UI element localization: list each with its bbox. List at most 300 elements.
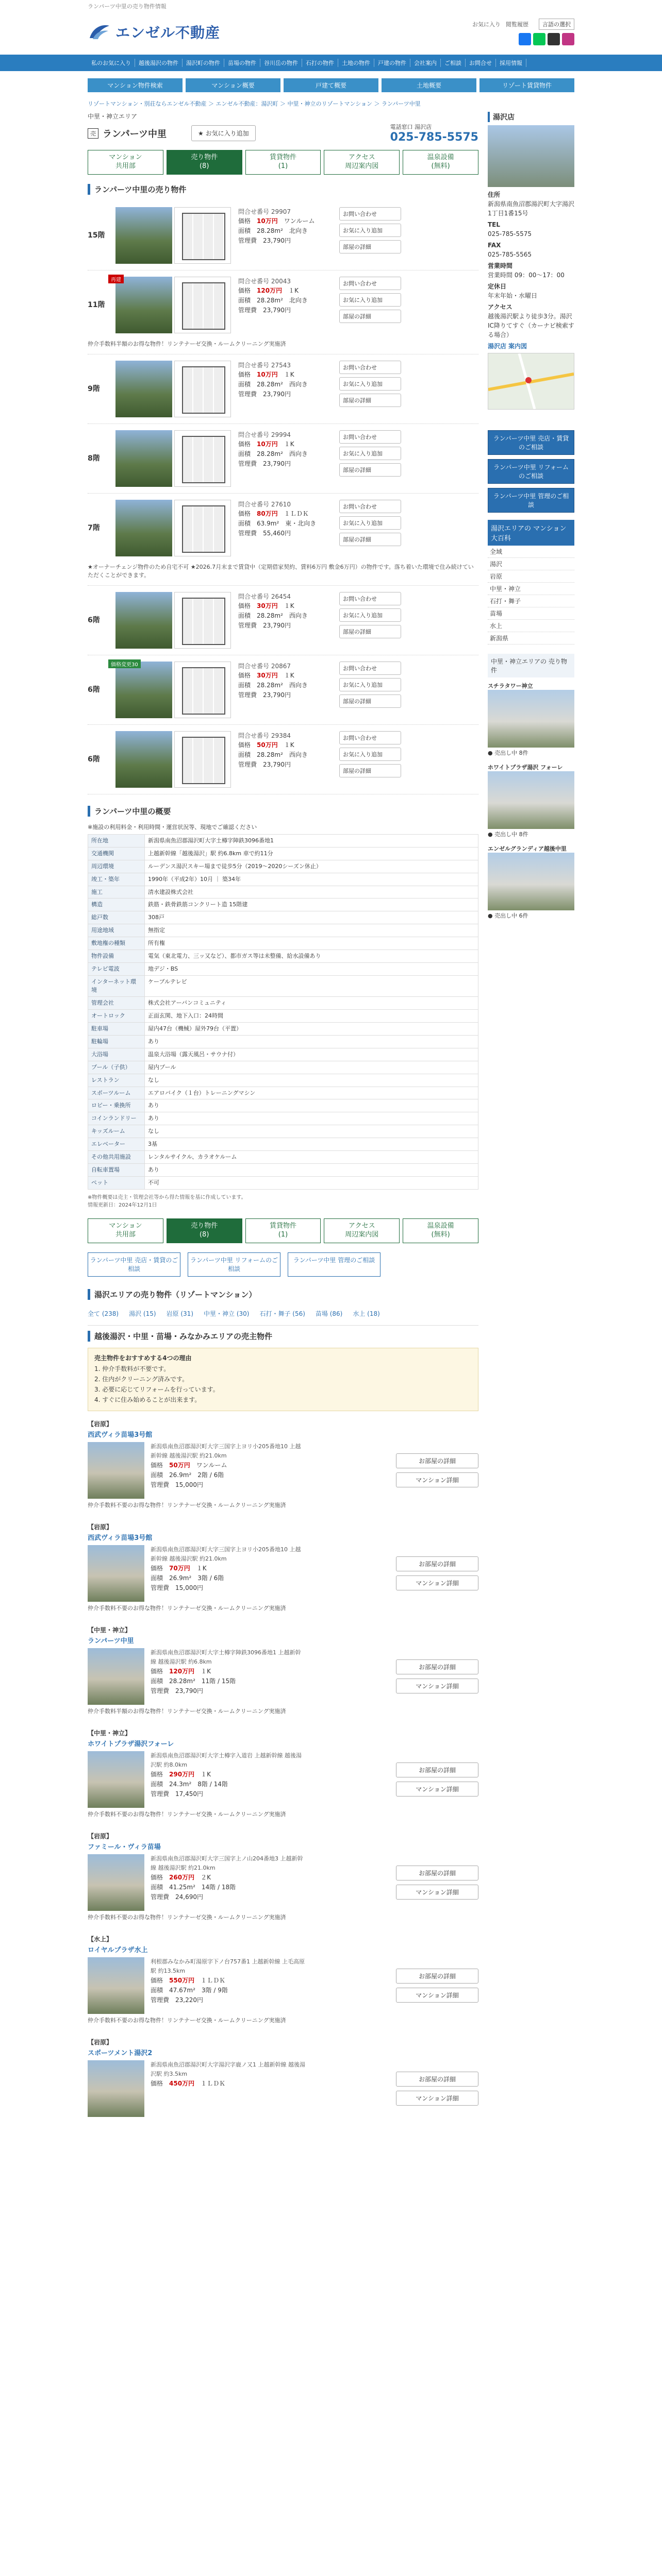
floorplan-image[interactable] (174, 592, 231, 649)
category-tab[interactable]: マンション概要 (186, 78, 280, 92)
nearby-heading: 越後湯沢・中里・苗場・みなかみエリアの売主物件 (88, 1331, 478, 1342)
angel-wing-icon (88, 23, 111, 41)
price-label: 価格 (151, 1667, 163, 1675)
brand-logo[interactable] (88, 22, 220, 42)
listing-direction: 東・北向き (285, 519, 317, 527)
listing-photos[interactable] (115, 731, 231, 788)
floorplan-image[interactable] (174, 662, 231, 718)
listing-actions (339, 277, 401, 323)
ext-buttons (396, 2060, 478, 2117)
ext-address: 新潟県南魚沼郡湯沢町大字湯沢字鹿ノ又1 上越新幹線 越後湯沢駅 約3.5km (151, 2061, 305, 2077)
mansion-detail-button[interactable]: マンション詳細 (396, 1679, 478, 1693)
ext-area: 41.25m² (169, 1883, 195, 1891)
area-encyclopedia-item[interactable]: 中里・神立 (488, 583, 574, 595)
holiday-value: 年末年始・水曜日 (488, 292, 538, 299)
ext-price: 450万円 (169, 2079, 195, 2087)
price-row (238, 286, 335, 296)
price-row (238, 439, 335, 449)
floorplan-image[interactable] (174, 430, 231, 487)
side-card-title: エンゼルグランディア越後中里 (488, 845, 567, 852)
listing-direction: 西向き (289, 380, 308, 388)
overview-row (88, 1048, 478, 1061)
tab-line2: 周辺案内図 (345, 162, 379, 170)
line-icon[interactable] (533, 33, 545, 45)
ext-area-tag: 【岩原】 (88, 1420, 113, 1428)
overview-intro: ※施設の利用料金・利用時間・運営状況等、現地でご確認ください (88, 823, 257, 831)
ext-price-row (151, 1667, 305, 1676)
side-card-photo (488, 853, 574, 910)
overview-key: オートロック (88, 1009, 145, 1022)
tab-line1: 温泉設備 (427, 1222, 454, 1230)
listing-ribbon: 価格変更30 (108, 659, 141, 668)
room-detail-button[interactable]: お部屋の詳細 (396, 1659, 478, 1674)
listing-floor: 6階 (88, 755, 100, 764)
inquiry-button[interactable]: お問い合わせ (339, 592, 401, 605)
page-title: ランパーツ中里 (103, 128, 167, 140)
tab-line2: (8) (199, 1230, 209, 1239)
ext-photo[interactable] (88, 1442, 144, 1499)
area-label: 面積 (151, 1677, 163, 1685)
tab-line2: 周辺案内図 (345, 1230, 379, 1239)
ext-name[interactable]: ロイヤルプラザ水上 (88, 1946, 148, 1955)
inquiry-number: 問合せ番号 27543 (238, 361, 291, 369)
area-link[interactable]: 岩原 (31) (166, 1310, 193, 1318)
ext-price: 260万円 (169, 1873, 195, 1881)
tab-for-sale[interactable] (167, 1218, 242, 1243)
listing-area: 28.28m² (257, 296, 283, 304)
listing-row (88, 354, 478, 424)
history-link[interactable]: 閲覧履歴 (506, 21, 528, 28)
room-detail-button[interactable]: お部屋の詳細 (396, 2072, 478, 2087)
area-encyclopedia-item[interactable]: 岩原 (488, 570, 574, 583)
ext-fee-row (151, 1789, 305, 1799)
ext-buttons (396, 1957, 478, 2014)
nav-item[interactable]: ご相談 (441, 59, 466, 67)
listing-photo[interactable] (115, 731, 172, 788)
nav-item[interactable]: 谷川岳の物件 (260, 59, 302, 67)
ext-area-row (151, 1470, 305, 1480)
ext-area-row (151, 1883, 305, 1892)
office-holiday (488, 282, 574, 300)
reason-item: 4. すぐに住み始めることが出来ます。 (94, 1396, 201, 1404)
inquiry-button[interactable]: お問い合わせ (339, 500, 401, 513)
nearby-listing (88, 2038, 478, 2117)
price-row (238, 216, 335, 226)
floorplan-image[interactable] (174, 207, 231, 264)
ext-text (151, 1854, 305, 1911)
ext-memo: 仲介手数料半額のお得な物件！リンテナーゼ交換・ルームクリーニング実施済 (88, 1708, 286, 1715)
tab-rental[interactable] (245, 1218, 321, 1243)
listing-floor: 11階 (88, 300, 105, 309)
favorite-button[interactable]: お気に入り追加 (339, 447, 401, 460)
price-label: 価格 (151, 1564, 163, 1572)
area-label: 面積 (238, 612, 251, 619)
mansion-detail-button[interactable]: マンション詳細 (396, 1988, 478, 2003)
area-encyclopedia-item[interactable]: 全域 (488, 546, 574, 558)
fee-row (238, 690, 335, 700)
listing-photo[interactable] (115, 592, 172, 649)
listing-actions (339, 500, 401, 546)
inquiry-button[interactable]: お問い合わせ (339, 430, 401, 444)
overview-value: ルーデンス湯沢スキー場まで徒歩5分（2019～2020シーズン休止） (145, 860, 478, 873)
side-card-title: ホワイトプラザ湯沢 フォーレ (488, 764, 563, 771)
area-encyclopedia-item[interactable]: 新潟県 (488, 632, 574, 645)
access-label: アクセス (488, 303, 512, 311)
ext-layout: ワンルーム (196, 1461, 227, 1469)
overview-row (88, 963, 478, 976)
ext-address: 新潟県南魚沼郡湯沢町大字土樽字入道岩 上越新幹線 越後湯沢駅 約8.0km (151, 1752, 302, 1768)
listing-area: 28.28m² (257, 380, 283, 388)
room-detail-button[interactable]: 部屋の詳細 (339, 463, 401, 477)
area-row (238, 681, 335, 690)
tab-mansion[interactable] (88, 150, 163, 175)
overview-row (88, 847, 478, 860)
overview-value: あり (145, 1035, 478, 1048)
area-subtitle: 中里・神立エリア (88, 113, 138, 120)
overview-key: 用途地域 (88, 924, 145, 937)
area-label: 面積 (238, 380, 251, 388)
tab-line1: 売り物件 (191, 154, 218, 161)
listing-info (235, 731, 335, 769)
ext-name[interactable]: ホワイトプラザ湯沢フォーレ (88, 1740, 174, 1749)
floorplan-image[interactable] (174, 277, 231, 333)
area-label: 面積 (151, 1986, 163, 1994)
reasons-title: 売主物件をおすすめする4つの理由 (94, 1354, 192, 1362)
tab-access[interactable] (324, 150, 400, 175)
inquiry-button[interactable]: お問い合わせ (339, 731, 401, 744)
overview-table (88, 834, 478, 1190)
ext-buttons (396, 1751, 478, 1808)
ext-photo[interactable] (88, 1751, 144, 1808)
side-consult-sale-button[interactable]: ランパーツ中里 売店・賃貸のご相談 (488, 430, 574, 455)
area-link[interactable]: 湯沢 (15) (129, 1310, 156, 1318)
ext-body (88, 1442, 478, 1499)
favorite-button[interactable]: お気に入り追加 (339, 377, 401, 391)
consult-management-button[interactable]: ランパーツ中里 管理のご相談 (288, 1252, 380, 1277)
listing-price: 10万円 (257, 217, 278, 225)
favorite-button[interactable]: お気に入り追加 (339, 678, 401, 691)
tab-line2: 共用部 (115, 1230, 136, 1239)
tab-onsen[interactable] (403, 1218, 478, 1243)
listing-row (88, 586, 478, 655)
listing-photo[interactable] (115, 662, 172, 718)
overview-value: ケーブルテレビ (145, 976, 478, 997)
inquiry-button[interactable]: お問い合わせ (339, 207, 401, 221)
favorite-button[interactable]: お気に入り追加 (339, 608, 401, 622)
area-link[interactable]: 全て (238) (88, 1310, 119, 1318)
nav-item[interactable]: 私のお気に入り (88, 59, 135, 67)
phone-label: 電話窓口 湯沢店 (390, 124, 432, 130)
overview-value: 無指定 (145, 924, 478, 937)
room-detail-button[interactable]: お部屋の詳細 (396, 1866, 478, 1880)
inquiry-button[interactable]: お問い合わせ (339, 662, 401, 675)
listing-photo[interactable] (115, 277, 172, 333)
side-card-title: スチラタワー神立 (488, 683, 533, 689)
inquiry-number: 問合せ番号 20867 (238, 662, 291, 670)
mansion-detail-button[interactable]: マンション詳細 (396, 1575, 478, 1590)
area-label: 面積 (238, 296, 251, 304)
category-tab[interactable]: 戸建て概要 (284, 78, 378, 92)
area-encyclopedia-item[interactable]: 湯沢 (488, 558, 574, 570)
room-detail-button[interactable]: お部屋の詳細 (396, 1453, 478, 1468)
floorplan-image[interactable] (174, 731, 231, 788)
room-detail-button[interactable]: 部屋の詳細 (339, 625, 401, 638)
inquiry-number: 問合せ番号 20043 (238, 277, 291, 285)
listing-photos[interactable] (115, 207, 231, 264)
overview-value: 3基 (145, 1138, 478, 1151)
inquiry-number: 問合せ番号 27610 (238, 500, 291, 508)
tab-onsen[interactable] (403, 150, 478, 175)
listing-photo[interactable] (115, 361, 172, 417)
ext-memo: 仲介手数料不要のお得な物件！リンテナーゼ交換・ルームクリーニング実施済 (88, 1914, 286, 1921)
floorplan-image[interactable] (174, 500, 231, 556)
x-icon[interactable] (548, 33, 560, 45)
ext-layout: １ＬＤＫ (201, 1976, 226, 1984)
fee-row (238, 760, 335, 770)
ext-name[interactable]: ファミール・ヴィラ苗場 (88, 1843, 161, 1852)
listing-row (88, 725, 478, 794)
room-detail-button[interactable]: お部屋の詳細 (396, 1556, 478, 1571)
facebook-icon[interactable] (519, 33, 531, 45)
floorplan-image[interactable] (174, 361, 231, 417)
room-detail-button[interactable]: 部屋の詳細 (339, 694, 401, 708)
area-label: 面積 (238, 519, 251, 527)
listing-info (235, 277, 335, 315)
mansion-detail-button[interactable]: マンション詳細 (396, 1782, 478, 1797)
mansion-detail-button[interactable]: マンション詳細 (396, 1885, 478, 1900)
listing-photos[interactable] (115, 430, 231, 487)
area-link[interactable]: 中里・神立 (30) (204, 1310, 250, 1318)
overview-value: あり (145, 1112, 478, 1125)
consult-buttons (88, 1252, 478, 1277)
mansion-detail-button[interactable]: マンション詳細 (396, 2091, 478, 2106)
nearby-listing (88, 1935, 478, 2024)
ext-memo: 仲介手数料不要のお得な物件！リンテナーゼ交換・ルームクリーニング実施済 (88, 1811, 286, 1818)
area-encyclopedia-item[interactable]: 苗場 (488, 607, 574, 620)
overview-row (88, 886, 478, 899)
overview-row (88, 1022, 478, 1035)
tab-access[interactable] (324, 1218, 400, 1243)
side-property-card[interactable] (488, 844, 574, 920)
overview-row (88, 996, 478, 1009)
ext-area-tag: 【岩原】 (88, 1833, 113, 1840)
listing-photo[interactable] (115, 430, 172, 487)
favorite-button[interactable]: お気に入り追加 (339, 516, 401, 530)
tab-rental[interactable] (245, 150, 321, 175)
listing-layout: １K (284, 371, 294, 379)
ext-address: 新潟県南魚沼郡湯沢町大字土樽字陣鉄3096番地1 上越新幹線 越後湯沢駅 約6.8km (151, 1649, 301, 1665)
area-encyclopedia-item[interactable]: 水上 (488, 620, 574, 632)
listing-photos[interactable] (115, 361, 231, 417)
ext-photo[interactable] (88, 1545, 144, 1602)
side-card-status: ● 売出し中 8件 (488, 750, 528, 756)
category-tab[interactable]: マンション物件検索 (88, 78, 183, 92)
favorite-button[interactable]: お気に入り追加 (339, 748, 401, 761)
favorites-link[interactable]: お気に入り (472, 21, 501, 28)
overview-key: 構造 (88, 899, 145, 911)
inquiry-button[interactable]: お問い合わせ (339, 361, 401, 374)
overview-key: 敷地権の種類 (88, 937, 145, 950)
listing-price: 10万円 (257, 371, 278, 379)
ext-name[interactable]: 西武ヴィラ苗場3号館 (88, 1534, 153, 1543)
ext-buttons (396, 1442, 478, 1499)
breadcrumb[interactable]: リゾートマンション・別荘ならエンゼル不動産 ＞ エンゼル不動産：湯沢町 ＞ 中里・神立のリゾートマンション ＞ ランパーツ中里 (88, 100, 421, 107)
listing-floor: 8階 (88, 454, 100, 463)
overview-key: 自転車置場 (88, 1164, 145, 1177)
room-detail-button[interactable]: 部屋の詳細 (339, 764, 401, 777)
area-row (238, 750, 335, 760)
ext-photo[interactable] (88, 2060, 144, 2117)
overview-row (88, 1074, 478, 1087)
nav-item[interactable]: 苗場の物件 (224, 59, 260, 67)
listing-direction: 北向き (289, 296, 308, 304)
listing-area: 28.28m² (257, 450, 283, 457)
reason-item: 2. 住内がクリーニング済みです。 (94, 1376, 189, 1383)
nav-item[interactable]: 湯沢町の物件 (183, 59, 224, 67)
listing-layout: １K (284, 741, 294, 749)
tab-line1: 賃貸物件 (269, 1222, 296, 1230)
mansion-detail-button[interactable]: マンション詳細 (396, 1472, 478, 1487)
favorite-button[interactable]: お気に入り追加 (339, 293, 401, 307)
fee-row (238, 306, 335, 315)
listing-actions (339, 361, 401, 407)
overview-key: インターネット環境 (88, 976, 145, 997)
category-tab[interactable]: リゾート賃貸物件 (479, 78, 574, 92)
hours-label: 営業時間 (488, 262, 513, 269)
tel-value[interactable]: 025-785-5575 (488, 230, 532, 238)
listing-photo[interactable] (115, 500, 172, 556)
office-map[interactable] (488, 353, 574, 410)
consult-sale-button[interactable]: ランパーツ中里 売店・賃貸のご相談 (88, 1252, 180, 1277)
nav-item[interactable]: 石打の物件 (302, 59, 338, 67)
tab-for-sale[interactable] (167, 150, 242, 175)
listing-info (235, 207, 335, 245)
listing-photos[interactable] (115, 592, 231, 649)
listing-layout: １K (284, 440, 294, 448)
overview-key: 管理会社 (88, 996, 145, 1009)
ext-photo[interactable] (88, 1957, 144, 2014)
favorite-button[interactable]: お気に入り追加 (339, 224, 401, 237)
nav-item[interactable]: 会社案内 (410, 59, 441, 67)
area-heading: 湯沢エリアの売り物件（リゾートマンション） (88, 1289, 478, 1300)
listing-photos[interactable] (115, 500, 231, 556)
overview-value: 新潟県南魚沼郡湯沢町大字土樽字陣鉄3096番地1 (145, 834, 478, 847)
nav-item[interactable]: 土地の物件 (338, 59, 374, 67)
fee-label: 管理費 (238, 390, 257, 398)
listing-area: 28.28m² (257, 227, 283, 234)
room-detail-button[interactable]: お部屋の詳細 (396, 1969, 478, 1984)
fee-row (238, 236, 335, 246)
nearby-listing (88, 1832, 478, 1921)
area-label: 面積 (238, 681, 251, 689)
sns-links (519, 33, 574, 45)
price-label: 価格 (238, 602, 251, 610)
instagram-icon[interactable] (562, 33, 574, 45)
overview-row (88, 950, 478, 963)
listing-area: 28.28m² (257, 612, 283, 619)
side-consult-reform-button[interactable]: ランパーツ中里 リフォームのご相談 (488, 459, 574, 484)
language-select[interactable]: 言語の選択 (539, 19, 574, 30)
nav-item[interactable]: 採用情報 (496, 59, 526, 67)
tel-label: TEL (488, 221, 501, 228)
phone-number[interactable]: 025-785-5575 (390, 131, 478, 144)
area-encyclopedia-item[interactable]: 石打・舞子 (488, 595, 574, 607)
area-link[interactable]: 苗場 (86) (315, 1310, 343, 1318)
area-link[interactable]: 水上 (18) (353, 1310, 380, 1318)
ext-address: 新潟県南魚沼郡湯沢町大字三国字上ヨリ小205番地10 上越新幹線 越後湯沢駅 約21.0km (151, 1546, 301, 1562)
overview-value: 温泉大浴場（露天風呂・サウナ付） (145, 1048, 478, 1061)
overview-key: 竣工・築年 (88, 873, 145, 886)
listing-area: 28.28m² (257, 751, 283, 758)
side-card-photo (488, 690, 574, 748)
room-detail-button[interactable]: お部屋の詳細 (396, 1762, 478, 1777)
fee-label: 管理費 (151, 1584, 170, 1591)
fee-row (238, 529, 335, 538)
overview-heading: ランパーツ中里の概要 (88, 806, 478, 817)
nav-item[interactable]: 戸建の物件 (374, 59, 410, 67)
listing-fee: 23,790円 (263, 306, 291, 314)
side-consult-management-button[interactable]: ランパーツ中里 管理のご相談 (488, 488, 574, 513)
side-property-card[interactable] (488, 682, 574, 757)
category-tab[interactable]: 土地概要 (382, 78, 476, 92)
area-link[interactable]: 石打・舞子 (56) (259, 1310, 305, 1318)
ext-name[interactable]: スポーツメント湯沢2 (88, 2049, 153, 2058)
tab-line1: 売り物件 (191, 1222, 218, 1230)
office-name: 湯沢店 (488, 112, 574, 122)
price-row (238, 601, 335, 611)
room-detail-button[interactable]: 部屋の詳細 (339, 240, 401, 253)
listing-price: 30万円 (257, 672, 278, 680)
ext-name[interactable]: 西武ヴィラ苗場3号館 (88, 1431, 153, 1439)
listing-info (235, 592, 335, 630)
listing-photo[interactable] (115, 207, 172, 264)
price-label: 価格 (151, 1976, 163, 1984)
listing-photos[interactable] (115, 277, 231, 333)
listing-photos[interactable] (115, 662, 231, 718)
phone-contact (390, 123, 478, 144)
room-detail-button[interactable]: 部屋の詳細 (339, 310, 401, 323)
side-property-card[interactable] (488, 763, 574, 838)
overview-key: その他共用施設 (88, 1151, 145, 1164)
inquiry-button[interactable]: お問い合わせ (339, 277, 401, 290)
ext-photo[interactable] (88, 1648, 144, 1705)
nav-item[interactable]: 越後湯沢の物件 (135, 59, 183, 67)
ext-photo[interactable] (88, 1854, 144, 1911)
ext-memo: 仲介手数料不要のお得な物件！リンテナーゼ交換・ルームクリーニング実施済 (88, 1605, 286, 1612)
room-detail-button[interactable]: 部屋の詳細 (339, 533, 401, 546)
listing-actions (339, 207, 401, 253)
overview-key: ロビー・乗換所 (88, 1099, 145, 1112)
overview-value: 屋内47台（機械）屋外79台（平置） (145, 1022, 478, 1035)
add-favorite-button[interactable]: ★ お気に入り追加 (191, 125, 256, 141)
listings (88, 201, 478, 794)
consult-reform-button[interactable]: ランパーツ中里 リフォームのご相談 (188, 1252, 280, 1277)
ext-name[interactable]: ランパーツ中里 (88, 1637, 134, 1646)
ext-price-row (151, 1770, 305, 1780)
ext-address: 新潟県南魚沼郡湯沢町大字三国字上ヨリ小205番地10 上越新幹線 越後湯沢駅 約21.0km (151, 1443, 301, 1459)
area-label: 面積 (238, 227, 251, 234)
ext-fee-row (151, 1480, 305, 1490)
nav-item[interactable]: お問合せ (466, 59, 496, 67)
fee-label: 管理費 (151, 1790, 170, 1798)
listing-actions (339, 662, 401, 708)
access-value: 越後湯沢駅より徒歩3分。湯沢IC降りてすぐ（カーナビ検索する場合） (488, 313, 574, 338)
listing-row (88, 655, 478, 725)
listing-layout: ワンルーム (284, 217, 315, 225)
price-label: 価格 (151, 1873, 163, 1881)
room-detail-button[interactable]: 部屋の詳細 (339, 394, 401, 407)
tab-mansion[interactable] (88, 1218, 163, 1243)
